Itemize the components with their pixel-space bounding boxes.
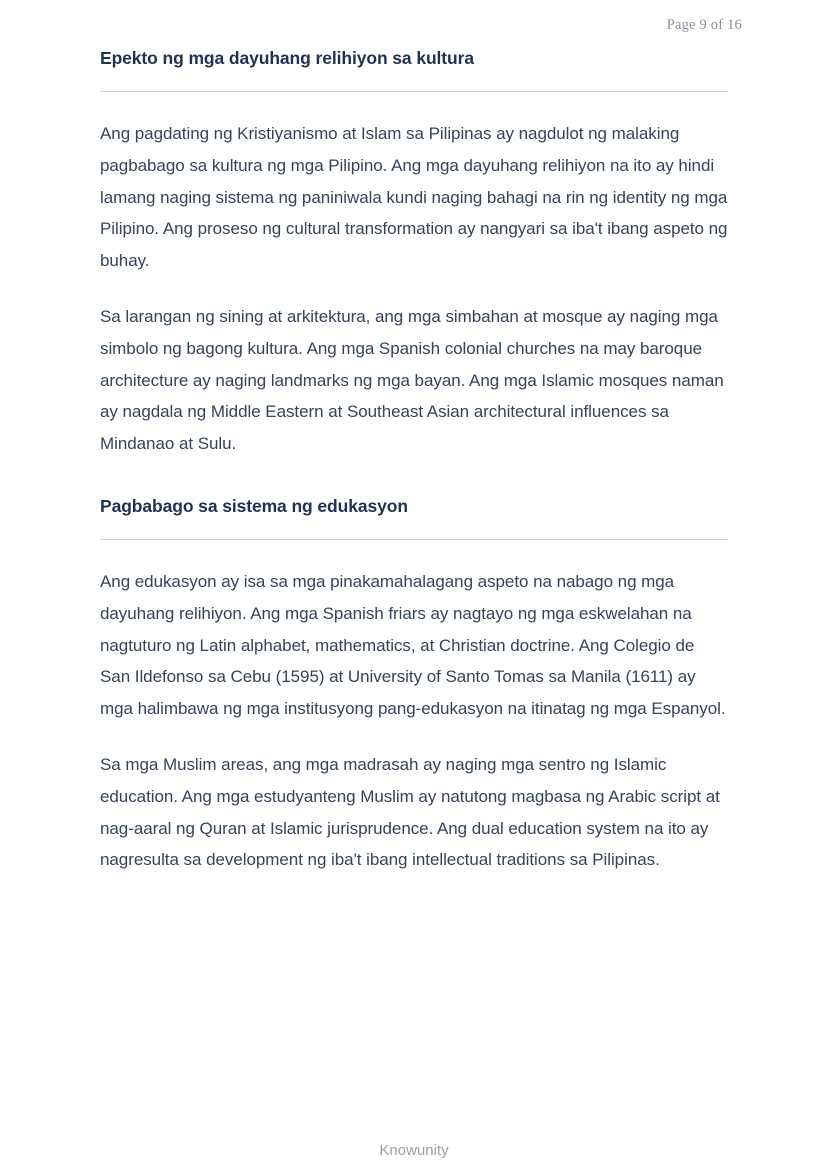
spacer: [100, 484, 728, 496]
paragraph: Sa mga Muslim areas, ang mga madrasah ay naging mga sentro ng Islamic education. Ang mga estudyanteng Muslim ay natutong magbasa ng Arabic script at nag-aaral ng Quran at Islamic jurisprudence. Ang dual education system na ito ay nagresulta sa development ng iba't ibang intellectual traditions sa Pilipinas.: [100, 754, 720, 870]
section-divider: [100, 539, 728, 540]
section-culture: [100, 48, 728, 460]
footer-brand: Knowunity: [379, 1142, 449, 1159]
section-title-culture: Epekto ng mga dayuhang relihiyon sa kultura: [100, 48, 474, 68]
document-body: [100, 48, 728, 900]
page-number-label: Page 9 of 16: [666, 17, 742, 33]
paragraph: Ang pagdating ng Kristiyanismo at Islam sa Pilipinas ay nagdulot ng malaking pagbabago sa kultura ng mga Pilipino. Ang mga dayuhang relihiyon na ito ay hindi lamang naging sistema ng paniniwala kundi naging bahagi na rin ng identity ng mga Pilipino. Ang proseso ng cultural transformation ay nangyari sa iba't ibang aspeto ng buhay.: [100, 124, 728, 271]
section-education: [100, 496, 728, 876]
section-title-education: Pagbabago sa sistema ng edukasyon: [100, 495, 408, 516]
paragraph: Sa larangan ng sining at arkitektura, ang mga simbahan at mosque ay naging mga simbolo ng bagong kultura. Ang mga Spanish colonial churches na may baroque architecture ay naging landmarks ng mga bayan. Ang mga Islamic mosques naman ay nagdala ng Middle Eastern at Southeast Asian architectural influences sa Mindanao at Sulu.: [100, 306, 724, 454]
paragraph: Ang edukasyon ay isa sa mga pinakamahalagang aspeto na nabago ng mga dayuhang relihiyon. Ang mga Spanish friars ay nagtayo ng mga eskwelahan na nagtuturo ng Latin alphabet, mathematics, at Christian doctrine. Ang Colegio de San Ildefonso sa Cebu (1595) at University of Santo Tomas sa Manila (1611) ay mga halimbawa ng mga institusyong pang-edukasyon na itinatag ng mga Espanyol.: [100, 571, 726, 719]
section-divider: [100, 91, 728, 92]
